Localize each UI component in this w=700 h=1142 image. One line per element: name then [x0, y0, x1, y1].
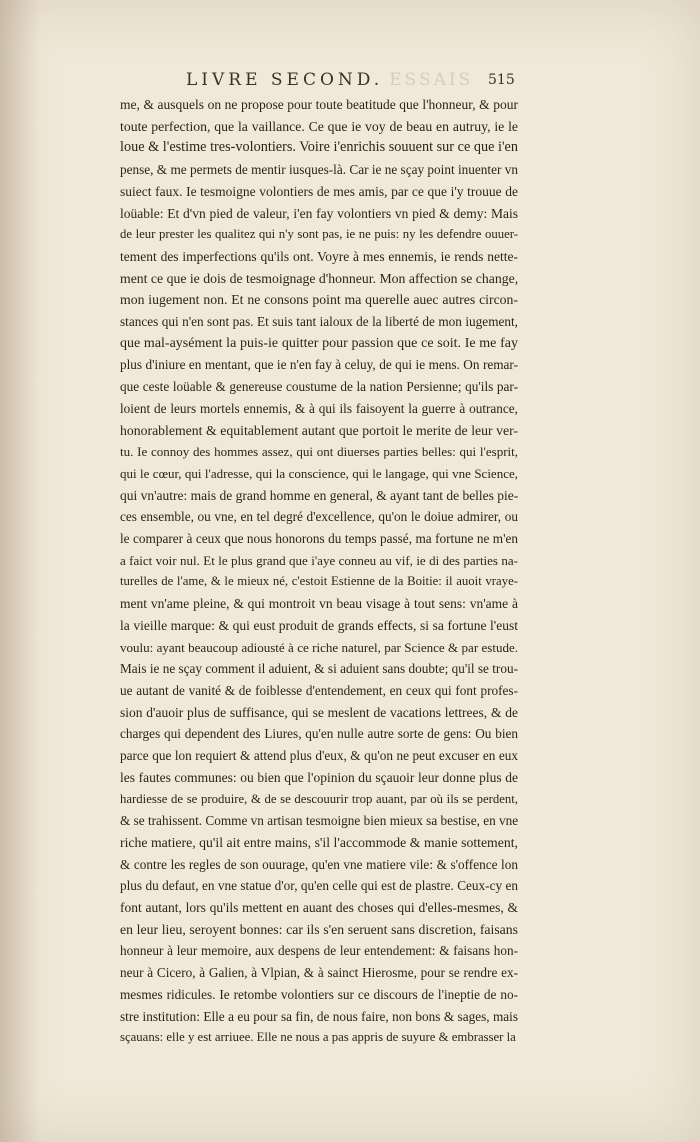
text-line: honorablement & equitablement autant que portoit le merite de leur ver- [120, 422, 518, 438]
text-line: stre institution: Elle a eu pour sa fin, de nous faire, non bons & sages, mais [120, 1008, 518, 1024]
text-line: neur à Cicero, à Galien, à Vlpian, & à sainct Hierosme, pour se rendre ex- [120, 965, 518, 981]
text-line: en leur lieu, seroyent bonnes: car ils s'en seruent sans discretion, faisans [120, 921, 518, 937]
text-line: turelles de l'ame, & le mieux né, c'estoit Estienne de la Boitie: il auoit vraye- [120, 574, 518, 589]
text-line: qui le cœur, qui l'adresse, qui la conscience, qui le langage, qui vne Science, [120, 465, 518, 481]
show-through-text: ESSAIS [389, 70, 474, 90]
running-head [186, 70, 473, 90]
text-line: font autant, lors qu'ils mettent en auant des choses qui d'elles-mesmes, & [120, 900, 518, 916]
text-line: les fautes communes: ou bien que l'opinion du sçauoir leur donne plus de [120, 769, 518, 785]
text-line: me, & ausquels on ne propose pour toute beatitude que l'honneur, & pour [120, 97, 518, 112]
text-line: parce que lon requiert & attend plus d'eux, & qu'on ne peut excuser en eux [120, 748, 518, 764]
text-line: toute perfection, que la vaillance. Ce que ie voy de beau en autruy, ie le [120, 118, 518, 134]
text-line: sion d'auoir plus de suffisance, qui se meslent de vacations lettrees, & de [120, 704, 518, 720]
text-line: & contre les regles de son ouurage, qu'en vne matiere vile: & s'offence lon [120, 856, 518, 872]
text-line: mesmes ridicules. Ie retombe volontiers sur ce discours de l'ineptie de no- [120, 986, 518, 1002]
text-line: Mais ie ne sçay comment il aduient, & si aduient sans doubte; qu'il se trou- [120, 661, 518, 677]
text-line: ment ce que ie dois de tesmoignage d'honneur. Mon affection se change, [120, 270, 518, 286]
binding-shadow [0, 0, 40, 1142]
text-line: mon iugement non. Et ne consons point ma querelle auec autres circon- [120, 292, 518, 308]
body-text [120, 94, 518, 1049]
page-number: 515 [488, 72, 515, 88]
text-line: le comparer à ceux que nous honorons du temps passé, ma fortune ne m'en [120, 531, 518, 547]
text-line: hardiesse de se produire, & de se descouurir trop auant, par où ils se perdent, [120, 791, 518, 806]
text-line: loüable: Et d'vn pied de valeur, i'en fay volontiers vn pied & demy: Mais [120, 205, 518, 221]
text-line: stances qui n'en sont pas. Et suis tant ialoux de la liberté de mon iugement, [120, 314, 518, 330]
text-line: honneur à leur memoire, aux despens de leur entendement: & faisans hon- [120, 943, 518, 959]
text-line: qui vn'autre: mais de grand homme en general, & ayant tant de belles pie- [120, 487, 518, 503]
text-line: ment vn'ame pleine, & qui montroit vn beau visage à tout sens: vn'ame à [120, 596, 518, 612]
text-line: & se trahissent. Comme vn artisan tesmoigne bien mieux sa bestise, en vne [120, 813, 518, 829]
running-head-title: LIVRE SECOND. [186, 70, 384, 90]
text-line: sçauans: elle y est arriuee. Elle ne nous a pas appris de suyure & embrasser la [120, 1030, 516, 1045]
text-line: que ceste loüable & genereuse coustume de la nation Persienne; qu'ils par- [120, 379, 518, 395]
text-line: que mal-aysément la puis-ie quitter pour passion que ce soit. Ie me fay [120, 335, 518, 351]
text-line: de leur prester les qualitez qui n'y sont pas, ie ne puis: ny les defendre ouuer- [120, 227, 518, 242]
text-line: suiect faux. Ie tesmoigne volontiers de mes amis, par ce que i'y trouue de [120, 183, 518, 199]
text-line: voulu: ayant beaucoup adiousté à ce riche naturel, par Science & par estude. [120, 639, 518, 655]
text-line: la vieille marque: & qui eust produit de grands effects, si sa fortune l'eust [120, 617, 518, 633]
text-line: plus du defaut, en vne statue d'or, qu'en celle qui est de plastre. Ceux-cy en [120, 878, 518, 894]
text-line: charges qui dependent des Liures, qu'en nulle autre sorte de gens: Ou bien [120, 726, 518, 742]
text-line: riche matiere, qu'il ait entre mains, s'il l'accommode & manie sottement, [120, 834, 518, 850]
text-line: ue autant de vanité & de foiblesse d'entendement, en ceux qui font profes- [120, 682, 518, 698]
text-line: a faict voir nul. Et le plus grand que i'aye conneu au vif, ie di des parties na- [120, 552, 518, 568]
text-line: pense, & me permets de mentir iusques-là. Car ie ne sçay point inuenter vn [120, 162, 518, 178]
text-line: tu. Ie connoy des hommes assez, qui ont diuerses parties belles: qui l'esprit, [120, 444, 518, 460]
text-line: ces ensemble, ou vne, en tel degré d'excellence, qu'on le doiue admirer, ou [120, 509, 518, 525]
text-line: loue & l'estime tres-volontiers. Voire i'enrichis souuent sur ce que i'en [120, 139, 518, 156]
text-line: tement des imperfections qu'ils ont. Voyre à mes ennemis, ie rends nette- [120, 248, 518, 264]
text-line: loient de leurs mortels ennemis, & à qui ils faisoyent la guerre à outrance, [120, 400, 518, 416]
text-line: plus d'iniure en mentant, que ie n'en fay à celuy, de qui ie mens. On remar- [120, 357, 518, 373]
